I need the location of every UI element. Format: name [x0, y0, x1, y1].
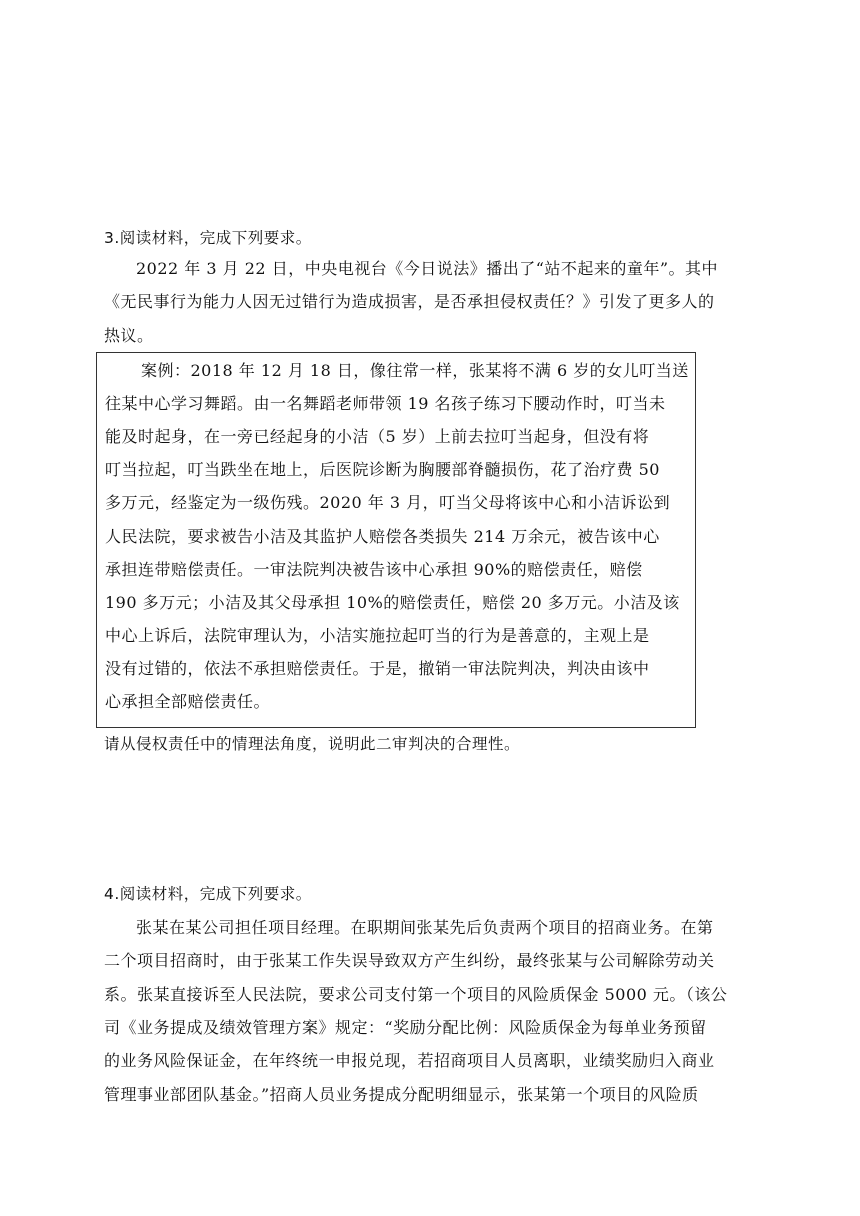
q4-body-line: 的业务风险保证金，在年终统一申报兑现，若招商项目人员离职，业绩奖励归入商业 — [104, 1051, 715, 1070]
question-3-heading: 3.阅读材料，完成下列要求。 — [104, 229, 312, 247]
case-line: 承担连带赔偿责任。一审法院判决被告该中心承担 90%的赔偿责任，赔偿 — [105, 560, 643, 579]
case-line: 能及时起身，在一旁已经起身的小洁（5 岁）上前去拉叮当起身，但没有将 — [105, 427, 650, 446]
case-line: 心承担全部赔偿责任。 — [105, 692, 271, 711]
q4-body-line: 管理事业部团队基金。”招商人员业务提成分配明细显示，张某第一个项目的风险质 — [104, 1085, 699, 1104]
case-line: 中心上诉后，法院审理认为，小洁实施拉起叮当的行为是善意的，主观上是 — [105, 626, 650, 645]
q4-body-line: 系。张某直接诉至人民法院，要求公司支付第一个项目的风险质保金 5000 元。（该公 — [104, 985, 728, 1004]
q3-intro-line: 热议。 — [104, 326, 154, 345]
q4-body-line: 二个项目招商时，由于张某工作失误导致双方产生纠纷，最终张某与公司解除劳动关 — [104, 951, 715, 970]
case-line: 叮当拉起，叮当跌坐在地上，后医院诊断为胸腰部脊髓损伤，花了治疗费 50 — [105, 460, 660, 479]
case-line: 人民法院，要求被告小洁及其监护人赔偿各类损失 214 万余元，被告该中心 — [105, 527, 660, 546]
case-line: 往某中心学习舞蹈。由一名舞蹈老师带领 19 名孩子练习下腰动作时，叮当未 — [105, 394, 666, 413]
q4-body-line: 司《业务提成及绩效管理方案》规定：“奖励分配比例：风险质保金为每单业务预留 — [104, 1018, 707, 1037]
case-line: 没有过错的，依法不承担赔偿责任。于是，撤销一审法院判决，判决由该中 — [105, 659, 650, 678]
q3-intro-line: 《无民事行为能力人因无过错行为造成损害，是否承担侵权责任？》引发了更多人的 — [104, 292, 715, 311]
case-box — [96, 352, 696, 728]
case-line: 190 多万元；小洁及其父母承担 10%的赔偿责任，赔偿 20 多万元。小洁及该 — [105, 593, 680, 612]
question-4-heading: 4.阅读材料，完成下列要求。 — [104, 885, 312, 903]
q4-body-line: 张某在某公司担任项目经理。在职期间张某先后负责两个项目的招商业务。在第 — [136, 918, 714, 937]
case-line: 案例：2018 年 12 月 18 日，像往常一样，张某将不满 6 岁的女儿叮当送 — [141, 361, 689, 380]
question-3-prompt: 请从侵权责任中的情理法角度，说明此二审判决的合理性。 — [104, 735, 521, 753]
q3-intro-line: 2022 年 3 月 22 日，中央电视台《今日说法》播出了“站不起来的童年”。其中 — [136, 259, 719, 278]
case-line: 多万元，经鉴定为一级伤残。2020 年 3 月，叮当父母将该中心和小洁诉讼到 — [105, 493, 671, 512]
